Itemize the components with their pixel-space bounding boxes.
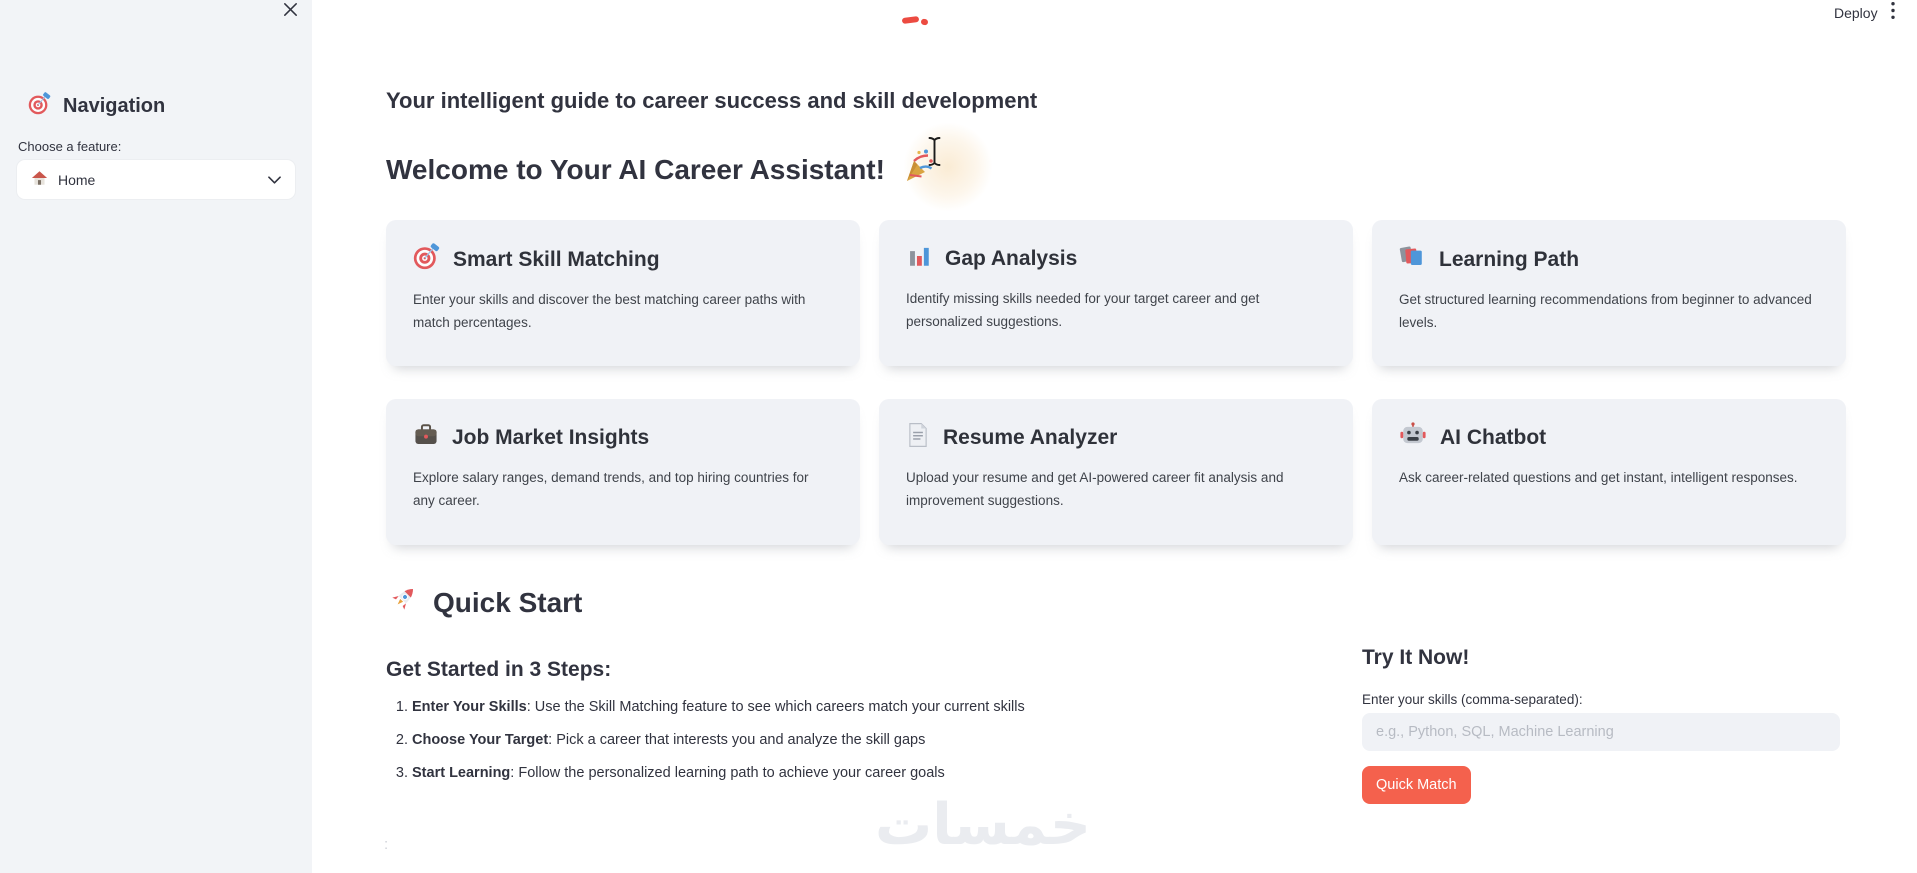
skills-input-label: Enter your skills (comma-separated): [1362, 692, 1583, 707]
deploy-button[interactable]: Deploy [1834, 5, 1878, 21]
step-item [412, 764, 1025, 783]
card-title: Smart Skill Matching [453, 247, 660, 271]
home-icon [31, 170, 48, 189]
target-icon [413, 243, 440, 276]
briefcase-icon [413, 422, 439, 454]
feature-select[interactable] [17, 160, 295, 199]
step-text: : Follow the personalized learning path to achieve your career goals [510, 765, 945, 781]
page-subtitle: Your intelligent guide to career success and skill development [386, 88, 1038, 113]
welcome-heading-text: Welcome to Your AI Career Assistant! [386, 153, 885, 185]
feature-card-job-market-insights [386, 399, 860, 545]
step-lead: Choose Your Target [412, 732, 549, 748]
feature-card-gap-analysis [879, 220, 1353, 366]
feature-label: Choose a feature: [18, 139, 122, 154]
feature-card-smart-skill-matching [386, 220, 860, 366]
feature-card-resume-analyzer [879, 399, 1353, 545]
navigation-label: Navigation [63, 95, 166, 117]
step-lead: Start Learning [412, 765, 511, 781]
feature-select-value: Home [58, 171, 96, 188]
text-cursor-icon [926, 136, 943, 172]
feature-cards [386, 220, 1846, 545]
feature-card-ai-chatbot [1372, 399, 1846, 545]
step-item [412, 731, 1025, 750]
quick-start-steps [386, 698, 1025, 797]
quick-start-title: Quick Start [433, 586, 583, 618]
step-text: : Pick a career that interests you and analyze the skill gaps [548, 732, 926, 748]
card-description: Enter your skills and discover the best matching career paths with match percentages. [413, 292, 806, 330]
quick-start-heading [386, 582, 582, 623]
chevron-down-icon [268, 176, 281, 184]
kebab-menu-icon [1890, 1, 1896, 25]
close-icon [281, 0, 300, 24]
bar-chart-icon [906, 243, 932, 275]
navigation-title [28, 92, 165, 121]
welcome-heading [386, 148, 934, 191]
sidebar [0, 0, 312, 873]
card-title: Job Market Insights [452, 426, 650, 449]
watermark: خمسات [875, 792, 1091, 858]
clipped-text-fragment: : [384, 836, 389, 853]
card-title: AI Chatbot [1440, 426, 1547, 449]
rocket-icon [386, 582, 420, 623]
card-description: Upload your resume and get AI-powered career fit analysis and improvement suggestions. [906, 470, 1284, 508]
step-text: : Use the Skill Matching feature to see which careers match your current skills [526, 699, 1025, 715]
card-title: Gap Analysis [945, 247, 1078, 270]
clipped-emoji-fragment [920, 18, 928, 25]
books-icon [1399, 243, 1426, 276]
skills-input[interactable] [1362, 713, 1840, 751]
card-description: Ask career-related questions and get instant, intelligent responses. [1399, 470, 1798, 485]
card-description: Get structured learning recommendations from beginner to advanced levels. [1399, 292, 1812, 330]
kebab-menu-button[interactable] [1886, 3, 1900, 23]
card-title: Learning Path [1439, 247, 1580, 271]
steps-heading: Get Started in 3 Steps: [386, 658, 612, 681]
try-now-heading: Try It Now! [1362, 646, 1470, 669]
quick-match-button[interactable]: Quick Match [1362, 766, 1471, 804]
step-lead: Enter Your Skills [412, 699, 527, 715]
card-title: Resume Analyzer [943, 426, 1118, 449]
document-icon [906, 422, 930, 454]
step-item [412, 698, 1025, 717]
target-icon [28, 92, 51, 121]
sidebar-close-button[interactable] [278, 0, 302, 24]
clipped-emoji-fragment [902, 16, 920, 24]
card-description: Identify missing skills needed for your target career and get personalized suggestions. [906, 291, 1260, 329]
feature-card-learning-path [1372, 220, 1846, 366]
card-description: Explore salary ranges, demand trends, and top hiring countries for any career. [413, 470, 809, 508]
robot-icon [1399, 422, 1427, 454]
